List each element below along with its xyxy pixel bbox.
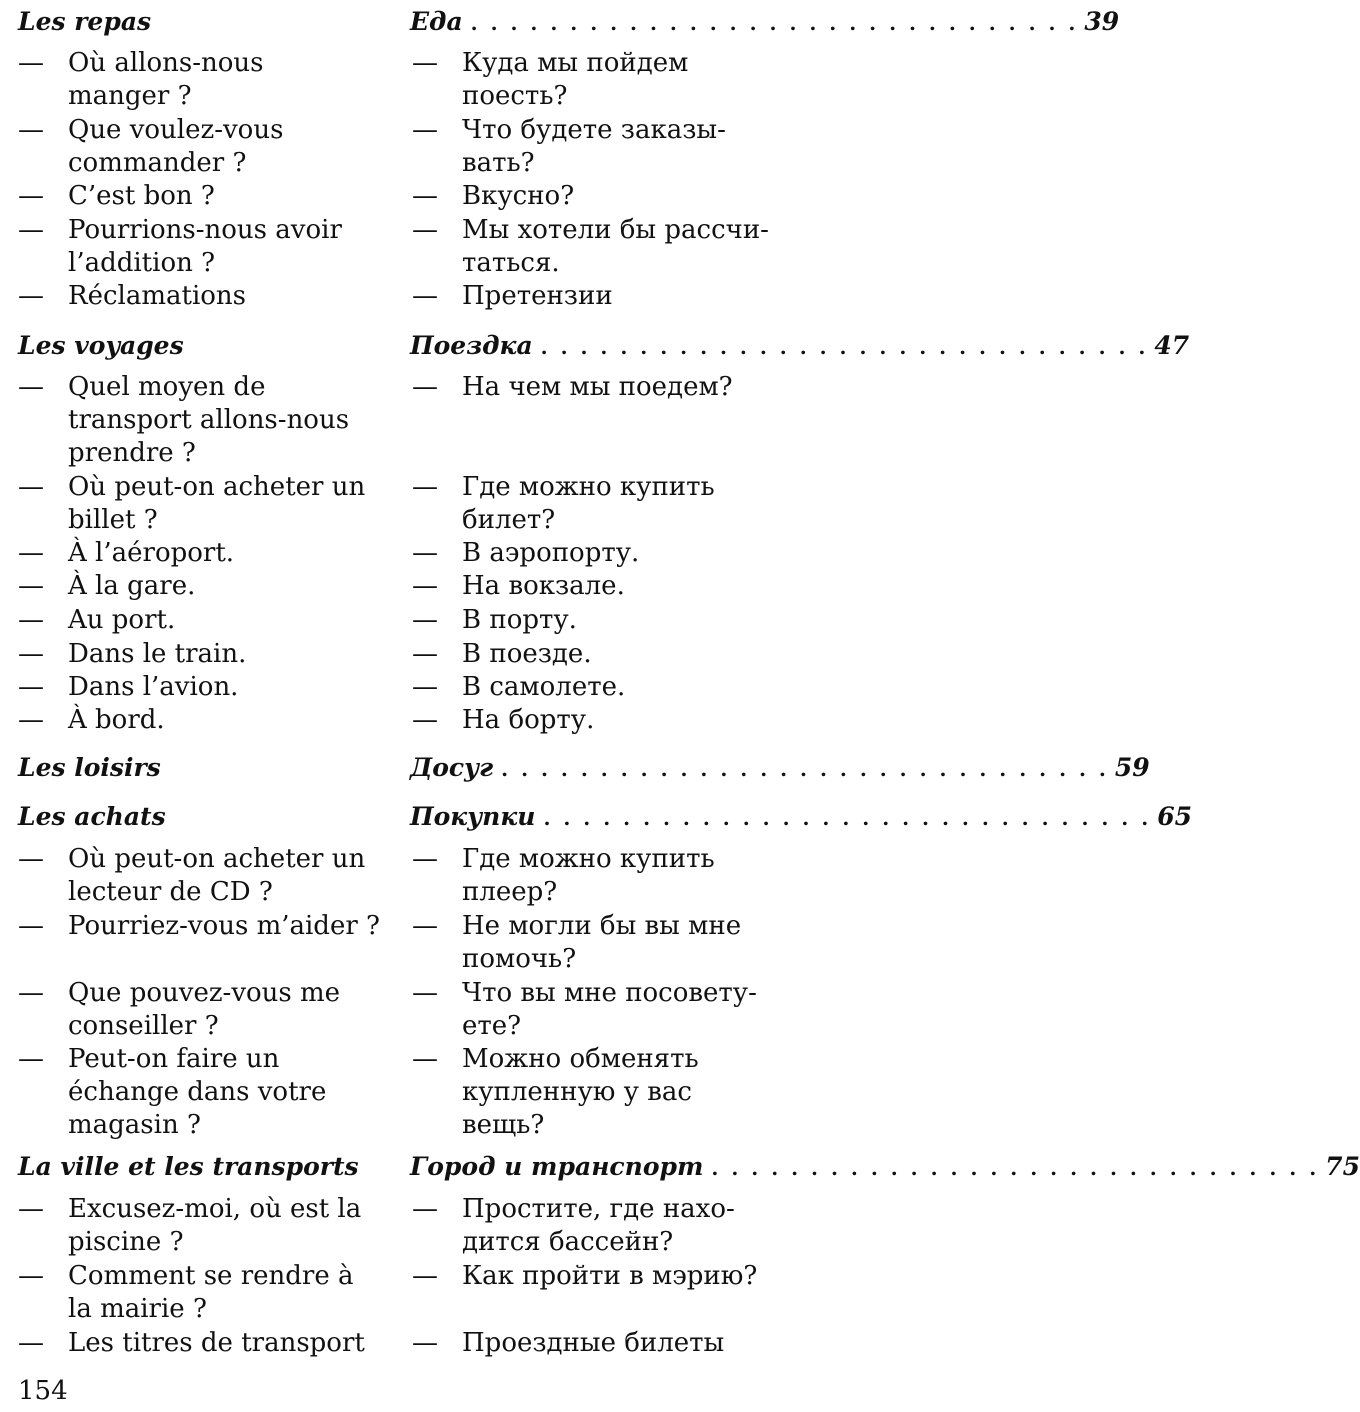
dash-fr: —: [18, 639, 44, 669]
phrase-fr: Peut-on faire un échange dans votre magasin ?: [68, 1044, 327, 1140]
dot-leader: . . . . . . . . . . . . . . . . . . . . . . . . . . . . . . .: [543, 806, 1152, 830]
phrase-ru: В поезде.: [462, 639, 592, 669]
dash-fr: —: [18, 181, 44, 211]
dash-fr: —: [18, 672, 44, 702]
dash-ru: —: [412, 1261, 438, 1291]
phrase-ru: Проездные билеты: [462, 1328, 725, 1358]
section-page-number: 75: [1325, 1152, 1360, 1181]
section-title-fr: La ville et les transports: [18, 1152, 359, 1181]
phrase-fr: Que pouvez-vous me conseiller ?: [68, 978, 341, 1041]
phrase-fr: Les titres de transport: [68, 1328, 365, 1358]
dash-ru: —: [412, 639, 438, 669]
phrase-ru: Мы хотели бы рассчи- таться.: [462, 215, 769, 278]
dash-fr: —: [18, 571, 44, 601]
phrase-ru: Можно обменять купленную у вас вещь?: [462, 1044, 699, 1140]
dash-fr: —: [18, 472, 44, 502]
dot-leader: . . . . . . . . . . . . . . . . . . . . . . . . . . . . . . .: [501, 757, 1109, 781]
dash-fr: —: [18, 844, 44, 874]
section-header: [0, 330, 1190, 362]
dash-ru: —: [412, 705, 438, 735]
phrase-fr: Dans le train.: [68, 639, 247, 669]
dash-ru: —: [412, 978, 438, 1008]
section-title-ru: [410, 801, 1192, 834]
dash-ru: —: [412, 844, 438, 874]
phrase-fr: Que voulez-vous commander ?: [68, 115, 284, 178]
dot-leader: . . . . . . . . . . . . . . . . . . . . . . . . . . . . . . .: [711, 1156, 1320, 1180]
phrase-ru: В порту.: [462, 605, 577, 635]
phrase-fr: C’est bon ?: [68, 181, 215, 211]
dash-fr: —: [18, 538, 44, 568]
phrase-ru: Претензии: [462, 281, 613, 311]
phrase-fr: À bord.: [68, 705, 165, 735]
page-number: 154: [18, 1376, 68, 1406]
section-header: [0, 801, 1192, 833]
dash-ru: —: [412, 571, 438, 601]
section-header: [0, 752, 1150, 784]
section-title-fr: Les repas: [18, 7, 152, 36]
dash-ru: —: [412, 372, 438, 402]
dash-ru: —: [412, 1044, 438, 1074]
phrase-ru: В аэропорту.: [462, 538, 640, 568]
dash-ru: —: [412, 281, 438, 311]
dash-ru: —: [412, 472, 438, 502]
dash-ru: —: [412, 48, 438, 78]
dash-ru: —: [412, 672, 438, 702]
phrase-ru: Вкусно?: [462, 181, 575, 211]
phrase-fr: Pourrions-nous avoir l’addition ?: [68, 215, 342, 278]
dash-ru: —: [412, 605, 438, 635]
dash-ru: —: [412, 115, 438, 145]
section-title-fr: Les voyages: [18, 331, 184, 360]
section-title-fr: Les loisirs: [18, 753, 161, 782]
phrase-ru: В самолете.: [462, 672, 626, 702]
dash-fr: —: [18, 372, 44, 402]
phrase-fr: Quel moyen de transport allons-nous prendre ?: [68, 372, 350, 468]
phrase-fr: Où peut-on acheter un billet ?: [68, 472, 366, 535]
phrase-fr: Pourriez-vous m’aider ?: [68, 911, 380, 941]
dash-fr: —: [18, 605, 44, 635]
section-title-ru-text: Поездка: [410, 331, 533, 360]
dash-ru: —: [412, 1328, 438, 1358]
dot-leader: . . . . . . . . . . . . . . . . . . . . . . . . . . . . . . .: [540, 335, 1149, 359]
phrase-ru: Простите, где нахо- дится бассейн?: [462, 1194, 735, 1257]
dash-fr: —: [18, 48, 44, 78]
section-title-ru-text: Покупки: [410, 802, 536, 831]
dot-leader: . . . . . . . . . . . . . . . . . . . . . . . . . . . . . . .: [470, 11, 1079, 35]
section-title-ru: [410, 1151, 1360, 1184]
dash-fr: —: [18, 1194, 44, 1224]
phrase-fr: À l’aéroport.: [68, 538, 235, 568]
section-header: [0, 1151, 1360, 1183]
phrase-fr: Au port.: [68, 605, 176, 635]
dash-ru: —: [412, 538, 438, 568]
phrase-ru: Не могли бы вы мне помочь?: [462, 911, 742, 974]
section-title-ru-text: Город и транспорт: [410, 1152, 704, 1181]
dash-ru: —: [412, 181, 438, 211]
dash-fr: —: [18, 705, 44, 735]
phrase-ru: На вокзале.: [462, 571, 625, 601]
phrase-ru: Куда мы пойдем поесть?: [462, 48, 689, 111]
dash-fr: —: [18, 978, 44, 1008]
phrase-ru: Где можно купить плеер?: [462, 844, 715, 907]
dash-ru: —: [412, 1194, 438, 1224]
phrase-fr: Où peut-on acheter un lecteur de CD ?: [68, 844, 366, 907]
phrase-ru: На чем мы поедем?: [462, 372, 733, 402]
phrase-ru: Что вы мне посовету- ете?: [462, 978, 757, 1041]
section-title-fr: Les achats: [18, 802, 166, 831]
section-header: [0, 6, 1120, 38]
section-title-ru: [410, 6, 1120, 39]
phrase-fr: Comment se rendre à la mairie ?: [68, 1261, 354, 1324]
phrase-fr: À la gare.: [68, 571, 196, 601]
phrase-fr: Réclamations: [68, 281, 247, 311]
dash-fr: —: [18, 115, 44, 145]
phrase-fr: Dans l’avion.: [68, 672, 239, 702]
dash-fr: —: [18, 1044, 44, 1074]
dash-ru: —: [412, 215, 438, 245]
phrase-ru: Как пройти в мэрию?: [462, 1261, 758, 1291]
dash-fr: —: [18, 281, 44, 311]
section-page-number: 59: [1114, 753, 1150, 782]
dash-fr: —: [18, 1261, 44, 1291]
phrase-ru: Что будете заказы- вать?: [462, 115, 726, 178]
phrase-ru: Где можно купить билет?: [462, 472, 715, 535]
phrase-ru: На борту.: [462, 705, 595, 735]
phrase-fr: Où allons-nous manger ?: [68, 48, 264, 111]
dash-fr: —: [18, 1328, 44, 1358]
section-page-number: 39: [1084, 7, 1120, 36]
dash-fr: —: [18, 215, 44, 245]
section-title-ru: [410, 330, 1190, 363]
section-page-number: 65: [1157, 802, 1192, 831]
section-title-ru-text: Еда: [410, 7, 463, 36]
section-title-ru: [410, 752, 1150, 785]
dash-fr: —: [18, 911, 44, 941]
section-page-number: 47: [1154, 331, 1190, 360]
dash-ru: —: [412, 911, 438, 941]
section-title-ru-text: Досуг: [410, 753, 494, 782]
phrase-fr: Excusez-moi, où est la piscine ?: [68, 1194, 362, 1257]
